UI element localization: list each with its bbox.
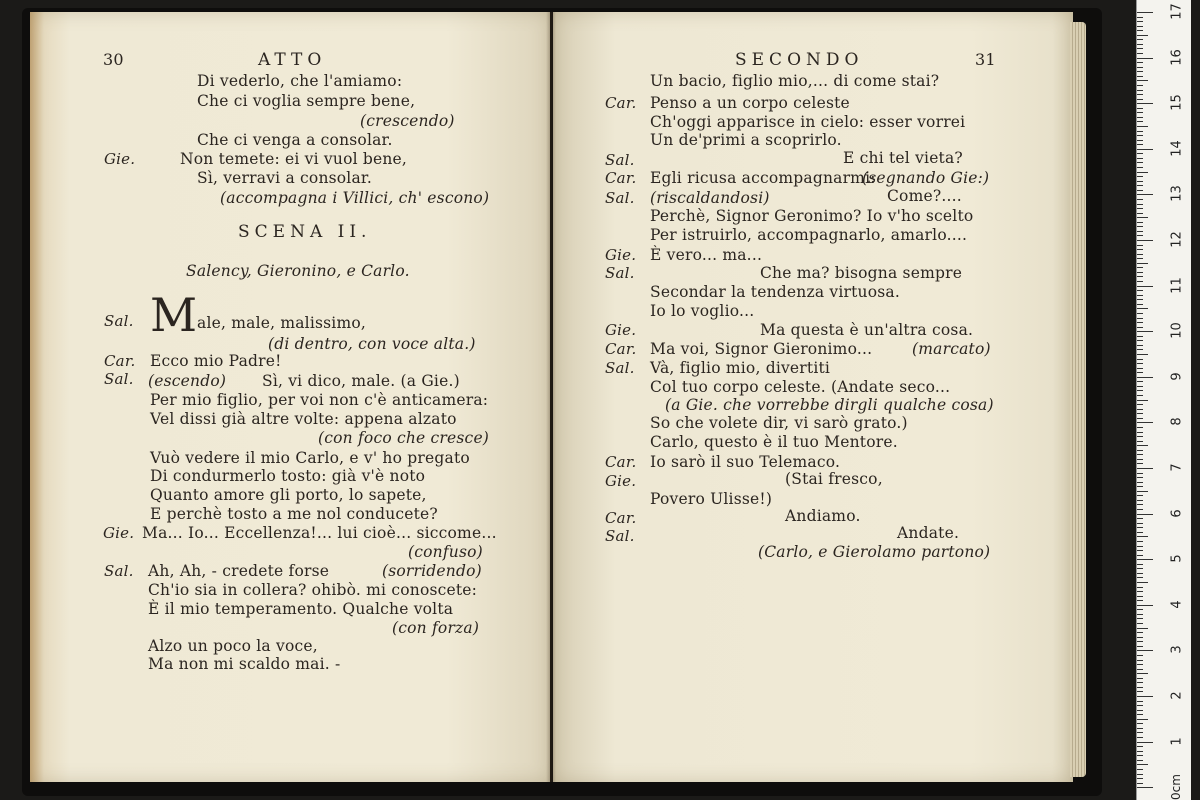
ruler-tick bbox=[1137, 121, 1143, 122]
ruler-tick bbox=[1137, 477, 1143, 478]
ruler-number: 4 bbox=[1169, 600, 1185, 609]
verse-line: Ma voi, Signor Gieronimo... bbox=[650, 340, 873, 358]
verse-line: Io lo voglio... bbox=[650, 302, 755, 320]
ruler-tick bbox=[1137, 12, 1153, 13]
ruler-tick bbox=[1137, 395, 1143, 396]
ruler-tick bbox=[1137, 372, 1143, 373]
ruler-number: 17 bbox=[1169, 3, 1185, 20]
ruler-tick bbox=[1137, 103, 1153, 104]
ruler-tick bbox=[1137, 267, 1143, 268]
verse-line: Ma... Io... Eccellenza!... lui cioè... siccome... bbox=[142, 524, 497, 542]
ruler-tick bbox=[1137, 85, 1143, 86]
stage-direction: (segnando Gie:) bbox=[862, 169, 990, 187]
speaker: Sal. bbox=[605, 151, 635, 169]
ruler-tick bbox=[1137, 245, 1143, 246]
ruler-tick bbox=[1137, 185, 1143, 186]
ruler-tick bbox=[1137, 39, 1143, 40]
stage-direction: (di dentro, con voce alta.) bbox=[268, 335, 476, 353]
ruler-tick bbox=[1137, 217, 1148, 218]
ruler-tick bbox=[1137, 313, 1143, 314]
verse-line: Vel dissi già altre volte: appena alzato bbox=[150, 410, 457, 428]
ruler-tick bbox=[1137, 764, 1148, 765]
ruler-tick bbox=[1137, 701, 1143, 702]
ruler-tick bbox=[1137, 473, 1143, 474]
speaker: Sal. bbox=[605, 189, 635, 207]
ruler-tick bbox=[1137, 377, 1153, 378]
verse-line: Perchè, Signor Geronimo? Io v'ho scelto bbox=[650, 207, 974, 225]
stage-direction: (crescendo) bbox=[360, 112, 455, 130]
ruler-tick bbox=[1137, 213, 1143, 214]
ruler-tick bbox=[1137, 778, 1143, 779]
ruler-tick bbox=[1137, 573, 1143, 574]
ruler-tick bbox=[1137, 482, 1143, 483]
ruler-tick bbox=[1137, 117, 1143, 118]
ruler-tick bbox=[1137, 162, 1143, 163]
verse-line: Ma questa è un'altra cosa. bbox=[760, 321, 974, 339]
ruler-tick bbox=[1137, 53, 1143, 54]
speaker: Gie. bbox=[104, 150, 136, 168]
ruler-tick bbox=[1137, 609, 1143, 610]
ruler-tick bbox=[1137, 673, 1148, 674]
page-edges bbox=[1070, 22, 1086, 777]
ruler-tick bbox=[1137, 559, 1153, 560]
ruler-tick bbox=[1137, 345, 1143, 346]
speaker: Sal. bbox=[104, 562, 134, 580]
speaker: Sal. bbox=[605, 359, 635, 377]
ruler-tick bbox=[1137, 413, 1143, 414]
ruler-tick bbox=[1137, 144, 1143, 145]
verse-line: Che ci voglia sempre bene, bbox=[197, 92, 416, 110]
ruler-tick bbox=[1137, 751, 1143, 752]
ruler-tick bbox=[1137, 468, 1153, 469]
ruler-tick bbox=[1137, 404, 1143, 405]
stage-direction: (con foco che cresce) bbox=[318, 429, 490, 447]
ruler-tick bbox=[1137, 409, 1143, 410]
stage-direction: (escendo) bbox=[148, 372, 227, 390]
ruler-tick bbox=[1137, 710, 1143, 711]
ruler-tick bbox=[1137, 509, 1143, 510]
ruler-tick bbox=[1137, 568, 1143, 569]
verse-line: Un de'primi a scoprirlo. bbox=[650, 131, 842, 149]
ruler-tick bbox=[1137, 582, 1148, 583]
ruler-tick bbox=[1137, 295, 1143, 296]
stage-direction: (accompagna i Villici, ch' escono) bbox=[220, 189, 490, 207]
verse-line: Ch'io sia in collera? ohibò. mi conoscete: bbox=[148, 581, 478, 599]
ruler-tick bbox=[1137, 108, 1143, 109]
ruler-number: 11 bbox=[1169, 276, 1185, 294]
ruler-tick bbox=[1137, 719, 1148, 720]
ruler-tick bbox=[1137, 755, 1143, 756]
verse-line: Col tuo corpo celeste. (Andate seco... bbox=[650, 378, 951, 396]
ruler-tick bbox=[1137, 390, 1143, 391]
ruler-tick bbox=[1137, 44, 1143, 45]
ruler-tick bbox=[1137, 682, 1143, 683]
ruler-tick bbox=[1137, 99, 1143, 100]
ruler-tick bbox=[1137, 318, 1143, 319]
ruler-number: 10 bbox=[1169, 322, 1185, 339]
ruler-tick bbox=[1137, 235, 1143, 236]
verse-line: ale, male, malissimo, bbox=[197, 314, 367, 332]
speaker: Sal. bbox=[104, 370, 134, 388]
ruler-tick bbox=[1137, 158, 1143, 159]
ruler-tick bbox=[1137, 514, 1153, 515]
ruler-tick bbox=[1137, 254, 1143, 255]
ruler-tick bbox=[1137, 290, 1143, 291]
ruler-tick bbox=[1137, 299, 1143, 300]
ruler-tick bbox=[1137, 705, 1143, 706]
ruler-tick bbox=[1137, 258, 1143, 259]
page-number: 31 bbox=[975, 50, 996, 69]
speaker: Sal. bbox=[605, 527, 635, 545]
ruler-tick bbox=[1137, 208, 1143, 209]
page-number: 30 bbox=[103, 50, 124, 69]
speaker: Car. bbox=[605, 340, 637, 358]
ruler-tick bbox=[1137, 199, 1143, 200]
ruler-tick bbox=[1137, 17, 1143, 18]
drop-capital: M bbox=[150, 288, 198, 342]
ruler-number: 13 bbox=[1169, 185, 1185, 203]
running-head: SECONDO bbox=[735, 50, 864, 70]
measuring-ruler bbox=[1136, 0, 1191, 800]
ruler-tick bbox=[1137, 226, 1143, 227]
ruler-tick bbox=[1137, 550, 1143, 551]
ruler-number: 16 bbox=[1169, 48, 1185, 66]
verse-line: Per mio figlio, per voi non c'è anticamera: bbox=[150, 391, 489, 409]
ruler-tick bbox=[1137, 422, 1153, 423]
ruler-tick bbox=[1137, 400, 1148, 401]
verse-line: Sì, vi dico, male. (a Gie.) bbox=[262, 372, 460, 390]
ruler-tick bbox=[1137, 368, 1143, 369]
scene-heading: SCENA II. bbox=[238, 222, 372, 242]
ruler-tick bbox=[1137, 628, 1148, 629]
ruler-tick bbox=[1137, 231, 1143, 232]
ruler-tick bbox=[1137, 500, 1143, 501]
ruler-tick bbox=[1137, 746, 1143, 747]
ruler-tick bbox=[1137, 541, 1143, 542]
verse-line: So che volete dir, vi sarò grato.) bbox=[650, 414, 908, 432]
ruler-tick bbox=[1137, 48, 1143, 49]
verse-line: Carlo, questo è il tuo Mentore. bbox=[650, 433, 898, 451]
ruler-tick bbox=[1137, 600, 1143, 601]
speaker: Car. bbox=[605, 94, 637, 112]
ruler-tick bbox=[1137, 30, 1143, 31]
ruler-tick bbox=[1137, 322, 1143, 323]
ruler-tick bbox=[1137, 386, 1143, 387]
verse-line: Ch'oggi apparisce in cielo: esser vorrei bbox=[650, 113, 966, 131]
ruler-tick bbox=[1137, 167, 1143, 168]
ruler-tick bbox=[1137, 336, 1143, 337]
ruler-tick bbox=[1137, 432, 1143, 433]
running-head: ATTO bbox=[258, 50, 327, 70]
ruler-tick bbox=[1137, 591, 1143, 592]
verse-line: Secondar la tendenza virtuosa. bbox=[650, 283, 900, 301]
ruler-tick bbox=[1137, 646, 1143, 647]
verse-line: Che ma? bisogna sempre bbox=[760, 264, 963, 282]
ruler-tick bbox=[1137, 605, 1153, 606]
ruler-tick bbox=[1137, 21, 1143, 22]
ruler-tick bbox=[1137, 441, 1143, 442]
ruler-tick bbox=[1137, 450, 1143, 451]
stage-direction: (Carlo, e Gierolamo partono) bbox=[758, 543, 991, 561]
ruler-tick bbox=[1137, 623, 1143, 624]
ruler-number: 12 bbox=[1169, 231, 1185, 248]
speaker: Car. bbox=[605, 453, 637, 471]
ruler-tick bbox=[1137, 349, 1143, 350]
ruler-tick bbox=[1137, 714, 1143, 715]
speaker: Gie. bbox=[605, 321, 637, 339]
ruler-tick bbox=[1137, 308, 1148, 309]
ruler-tick bbox=[1137, 587, 1143, 588]
verse-line: Io sarò il suo Telemaco. bbox=[650, 453, 841, 471]
verse-line: Di condurmerlo tosto: già v'è noto bbox=[150, 467, 426, 485]
stage-direction: (riscaldandosi) bbox=[650, 189, 770, 207]
speaker: Sal. bbox=[104, 312, 134, 330]
ruler-tick bbox=[1137, 67, 1143, 68]
ruler-tick bbox=[1137, 760, 1143, 761]
ruler-number: 6 bbox=[1169, 508, 1185, 518]
ruler-tick bbox=[1137, 286, 1153, 287]
ruler-tick bbox=[1137, 222, 1143, 223]
ruler-number: 14 bbox=[1169, 140, 1185, 157]
stage-direction: (con forza) bbox=[392, 619, 480, 637]
ruler-tick bbox=[1137, 774, 1143, 775]
ruler-tick bbox=[1137, 783, 1143, 784]
ruler-tick bbox=[1137, 742, 1153, 743]
ruler-tick bbox=[1137, 131, 1143, 132]
verse-line: Non temete: ei vi vuol bene, bbox=[180, 150, 408, 168]
ruler-tick bbox=[1137, 536, 1148, 537]
ruler-tick bbox=[1137, 35, 1148, 36]
speaker: Gie. bbox=[605, 472, 637, 490]
ruler-tick bbox=[1137, 769, 1143, 770]
ruler-tick bbox=[1137, 140, 1143, 141]
ruler-tick bbox=[1137, 678, 1143, 679]
verse-line: Andate. bbox=[897, 524, 960, 542]
ruler-number: 1 bbox=[1169, 736, 1185, 746]
ruler-tick bbox=[1137, 190, 1143, 191]
verse-line: Sì, verravi a consolar. bbox=[197, 169, 372, 187]
ruler-tick bbox=[1137, 153, 1143, 154]
ruler-tick bbox=[1137, 732, 1143, 733]
speaker: Gie. bbox=[103, 524, 135, 542]
ruler-tick bbox=[1137, 737, 1143, 738]
verse-line: E perchè tosto a me nol conducete? bbox=[150, 505, 438, 523]
verse-line: Di vederlo, che l'amiamo: bbox=[197, 72, 403, 90]
ruler-tick bbox=[1137, 272, 1143, 273]
ruler-number: 2 bbox=[1169, 691, 1185, 700]
ruler-tick bbox=[1137, 112, 1143, 113]
ruler-tick bbox=[1137, 632, 1143, 633]
ruler-tick bbox=[1137, 728, 1143, 729]
ruler-tick bbox=[1137, 495, 1143, 496]
ruler-tick bbox=[1137, 263, 1148, 264]
verse-line: Un bacio, figlio mio,... di come stai? bbox=[650, 72, 940, 90]
ruler-tick bbox=[1137, 181, 1143, 182]
ruler-tick bbox=[1137, 71, 1143, 72]
speaker: Sal. bbox=[605, 264, 635, 282]
verse-line: È il mio temperamento. Qualche volta bbox=[148, 600, 454, 618]
ruler-tick bbox=[1137, 723, 1143, 724]
ruler-tick bbox=[1137, 687, 1143, 688]
verse-line: E chi tel vieta? bbox=[843, 149, 963, 167]
ruler-tick bbox=[1137, 363, 1143, 364]
verse-line: Per istruirlo, accompagnarlo, amarlo.... bbox=[650, 226, 968, 244]
stage-direction: (sorridendo) bbox=[382, 562, 482, 580]
speaker: Car. bbox=[605, 509, 637, 527]
ruler-number: 9 bbox=[1169, 372, 1185, 381]
ruler-tick bbox=[1137, 149, 1153, 150]
speaker: Car. bbox=[104, 352, 136, 370]
ruler-tick bbox=[1137, 637, 1143, 638]
ruler-tick bbox=[1137, 249, 1143, 250]
ruler-tick bbox=[1137, 504, 1143, 505]
ruler-tick bbox=[1137, 94, 1143, 95]
ruler-tick bbox=[1137, 80, 1148, 81]
ruler-tick bbox=[1137, 614, 1143, 615]
ruler-tick bbox=[1137, 359, 1143, 360]
ruler-tick bbox=[1137, 276, 1143, 277]
verse-line: Và, figlio mio, divertiti bbox=[650, 359, 831, 377]
stage-direction: (a Gie. che vorrebbe dirgli qualche cosa) bbox=[665, 396, 994, 414]
verse-line: Egli ricusa accompagnarmi: bbox=[650, 169, 876, 187]
ruler-tick bbox=[1137, 135, 1143, 136]
ruler-tick bbox=[1137, 564, 1143, 565]
ruler-tick bbox=[1137, 240, 1153, 241]
ruler-tick bbox=[1137, 331, 1153, 332]
verse-line: Alzo un poco la voce, bbox=[148, 637, 318, 655]
verse-line: Penso a un corpo celeste bbox=[650, 94, 850, 112]
book-gutter bbox=[546, 12, 556, 782]
verse-line: Vuò vedere il mio Carlo, e v' ho pregato bbox=[150, 449, 470, 467]
verse-line: Come?.... bbox=[887, 187, 962, 205]
verse-line: Che ci venga a consolar. bbox=[197, 131, 393, 149]
ruler-tick bbox=[1137, 126, 1148, 127]
verse-line: Povero Ulisse!) bbox=[650, 490, 773, 508]
ruler-tick bbox=[1137, 650, 1153, 651]
ruler-tick bbox=[1137, 454, 1143, 455]
ruler-tick bbox=[1137, 664, 1143, 665]
verse-line: Ah, Ah, - credete forse bbox=[148, 562, 330, 580]
stage-direction: (confuso) bbox=[408, 543, 483, 561]
ruler-tick bbox=[1137, 696, 1153, 697]
ruler-tick bbox=[1137, 90, 1143, 91]
ruler-tick bbox=[1137, 204, 1143, 205]
verse-line: È vero... ma... bbox=[650, 246, 763, 264]
ruler-number: 5 bbox=[1169, 554, 1185, 563]
ruler-tick bbox=[1137, 327, 1143, 328]
verse-line: Andiamo. bbox=[785, 507, 861, 525]
verse-line: (Stai fresco, bbox=[785, 470, 883, 488]
ruler-tick bbox=[1137, 527, 1143, 528]
ruler-tick bbox=[1137, 596, 1143, 597]
ruler-number: 3 bbox=[1169, 645, 1185, 655]
ruler-unit-label: 0cm bbox=[1169, 774, 1184, 800]
verse-line: Ecco mio Padre! bbox=[150, 352, 282, 370]
ruler-tick bbox=[1137, 62, 1143, 63]
ruler-tick bbox=[1137, 787, 1153, 788]
ruler-tick bbox=[1137, 577, 1143, 578]
ruler-tick bbox=[1137, 491, 1148, 492]
ruler-number: 7 bbox=[1169, 463, 1185, 472]
ruler-tick bbox=[1137, 523, 1143, 524]
ruler-number: 8 bbox=[1169, 417, 1185, 427]
ruler-tick bbox=[1137, 459, 1143, 460]
speaker: Car. bbox=[605, 169, 637, 187]
ruler-tick bbox=[1137, 172, 1148, 173]
ruler-tick bbox=[1137, 532, 1143, 533]
speaker: Gie. bbox=[605, 246, 637, 264]
ruler-tick bbox=[1137, 176, 1143, 177]
ruler-tick bbox=[1137, 655, 1143, 656]
ruler-tick bbox=[1137, 58, 1153, 59]
stage-direction: (marcato) bbox=[912, 340, 991, 358]
ruler-tick bbox=[1137, 354, 1148, 355]
ruler-tick bbox=[1137, 418, 1143, 419]
ruler-tick bbox=[1137, 618, 1143, 619]
verse-line: Ma non mi scaldo mai. - bbox=[148, 655, 341, 673]
ruler-tick bbox=[1137, 26, 1143, 27]
ruler-tick bbox=[1137, 427, 1143, 428]
ruler-tick bbox=[1137, 486, 1143, 487]
ruler-tick bbox=[1137, 304, 1143, 305]
ruler-tick bbox=[1137, 194, 1153, 195]
verse-line: Quanto amore gli porto, lo sapete, bbox=[150, 486, 427, 504]
ruler-number: 15 bbox=[1169, 94, 1185, 111]
ruler-tick bbox=[1137, 463, 1143, 464]
ruler-tick bbox=[1137, 445, 1148, 446]
ruler-tick bbox=[1137, 381, 1143, 382]
ruler-tick bbox=[1137, 691, 1143, 692]
ruler-tick bbox=[1137, 660, 1143, 661]
ruler-tick bbox=[1137, 340, 1143, 341]
ruler-tick bbox=[1137, 555, 1143, 556]
ruler-tick bbox=[1137, 546, 1143, 547]
character-list: Salency, Gieronino, e Carlo. bbox=[186, 262, 410, 280]
ruler-tick bbox=[1137, 76, 1143, 77]
ruler-tick bbox=[1137, 518, 1143, 519]
ruler-tick bbox=[1137, 669, 1143, 670]
ruler-tick bbox=[1137, 281, 1143, 282]
ruler-tick bbox=[1137, 641, 1143, 642]
ruler-tick bbox=[1137, 436, 1143, 437]
